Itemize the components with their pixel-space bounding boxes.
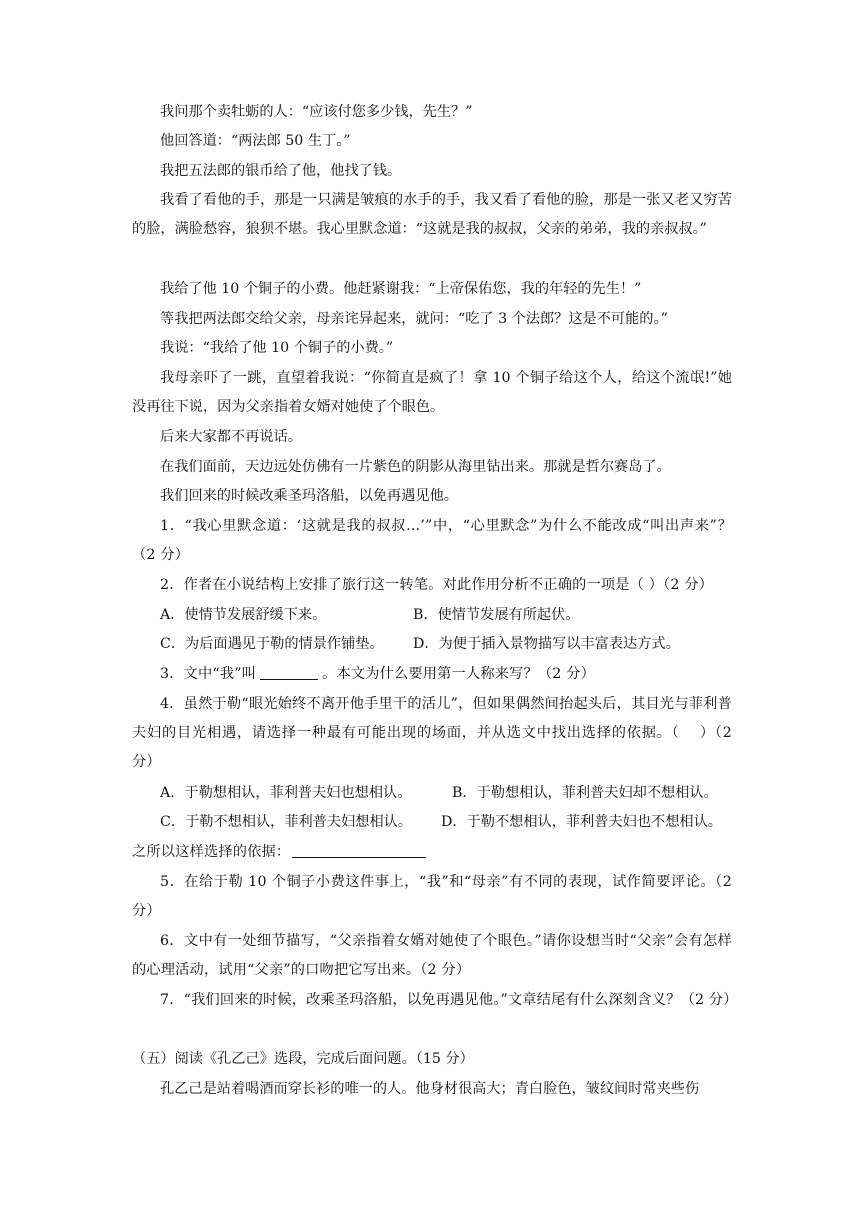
- passage-paragraph: 我看了看他的手，那是一只满是皱痕的水手的手，我又看了看他的脸，那是一张又老又穷苦的脸，满脸愁容，狼狈不堪。我心里默念道：“这就是我的叔叔，父亲的弟弟，我的亲叔叔。”: [132, 192, 732, 237]
- question-3-suffix: 。本文为什么要用第一人称来写？（2 分）: [322, 666, 595, 682]
- question-4: 4．虽然于勒“眼光始终不离开他手里干的活儿”，但如果偶然间抬起头后，其目光与菲利普夫妇的目光相遇，请选择一种最有可能出现的场面，并从选文中找出选择的依据。（ ）（2 分）: [132, 696, 732, 770]
- answer-blank[interactable]: [260, 665, 318, 680]
- passage-paragraph: 我母亲吓了一跳，直望着我说：“你简直是疯了！拿 10 个铜子给这个人，给这个流氓!”她没再往下说，因为父亲指着女婿对她使了个眼色。: [132, 370, 732, 415]
- question-6: 6．文中有一处细节描写，“父亲指着女婿对她使了个眼色。”请你设想当时“父亲”会有怎样的心理活动，试用“父亲”的口吻把它写出来。（2 分）: [132, 933, 732, 978]
- basis-label: 之所以这样选择的依据：: [132, 844, 291, 860]
- option-c: C．为后面遇见于勒的情景作铺垫。: [160, 636, 384, 652]
- passage-paragraph: 我给了他 10 个铜子的小费。他赶紧谢我：“上帝保佑您，我的年轻的先生！”: [160, 281, 642, 297]
- passage-paragraph: 等我把两法郎交给父亲，母亲诧异起来，就问：“吃了 3 个法郎？这是不可能的。”: [160, 311, 668, 327]
- answer-blank[interactable]: [292, 843, 426, 858]
- passage-paragraph: 孔乙己是站着喝酒而穿长衫的唯一的人。他身材很高大；青白脸色，皱纹间时常夹些伤: [160, 1081, 700, 1097]
- question-7: 7．“我们回来的时候，改乘圣玛洛船，以免再遇见他。”文章结尾有什么深刻含义？（2 分）: [160, 992, 738, 1008]
- option-b: B．于勒想相认，菲利普夫妇却不想相认。: [452, 785, 718, 801]
- passage-paragraph: 我把五法郎的银币给了他，他找了钱。: [160, 163, 402, 179]
- section-heading: （五）阅读《孔乙己》选段，完成后面问题。（15 分）: [132, 1051, 474, 1067]
- question-1: 1．“我心里默念道：‘这就是我的叔叔…’”中，“心里默念”为什么不能改成“叫出声来”？（2 分）: [132, 518, 732, 563]
- option-b: B．使情节发展有所起伏。: [413, 607, 580, 623]
- question-2: 2．作者在小说结构上安排了旅行这一转笔。对此作用分析不正确的一项是（ ）（2 分）: [160, 577, 714, 593]
- option-a: A．于勒想相认，菲利普夫妇也想相认。: [160, 785, 412, 801]
- passage-paragraph: 他回答道：“两法郎 50 生丁。”: [160, 133, 351, 149]
- passage-paragraph: 后来大家都不再说话。: [160, 429, 302, 445]
- question-3: [160, 660, 760, 689]
- question-4-basis: [132, 838, 732, 867]
- passage-paragraph: 我问那个卖牡蛎的人：“应该付您多少钱，先生？”: [160, 104, 473, 120]
- question-3-prefix: 3．文中“我”叫: [160, 666, 257, 682]
- passage-paragraph: 我们回来的时候改乘圣玛洛船，以免再遇见他。: [160, 488, 458, 504]
- question-5: 5．在给于勒 10 个铜子小费这件事上，“我”和“母亲”有不同的表现，试作简要评论。（2 分）: [132, 874, 732, 919]
- option-d: D．为便于插入景物描写以丰富表达方式。: [413, 636, 680, 652]
- passage-paragraph: 在我们面前，天边远处仿佛有一片紫色的阴影从海里钻出来。那就是哲尔赛岛了。: [160, 459, 671, 475]
- passage-paragraph: 我说：“我给了他 10 个铜子的小费。”: [160, 340, 394, 356]
- option-d: D．于勒不想相认，菲利普夫妇也不想相认。: [441, 814, 722, 830]
- option-a: A．使情节发展舒缓下来。: [160, 607, 327, 623]
- option-c: C．于勒不想相认，菲利普夫妇想相认。: [160, 814, 413, 830]
